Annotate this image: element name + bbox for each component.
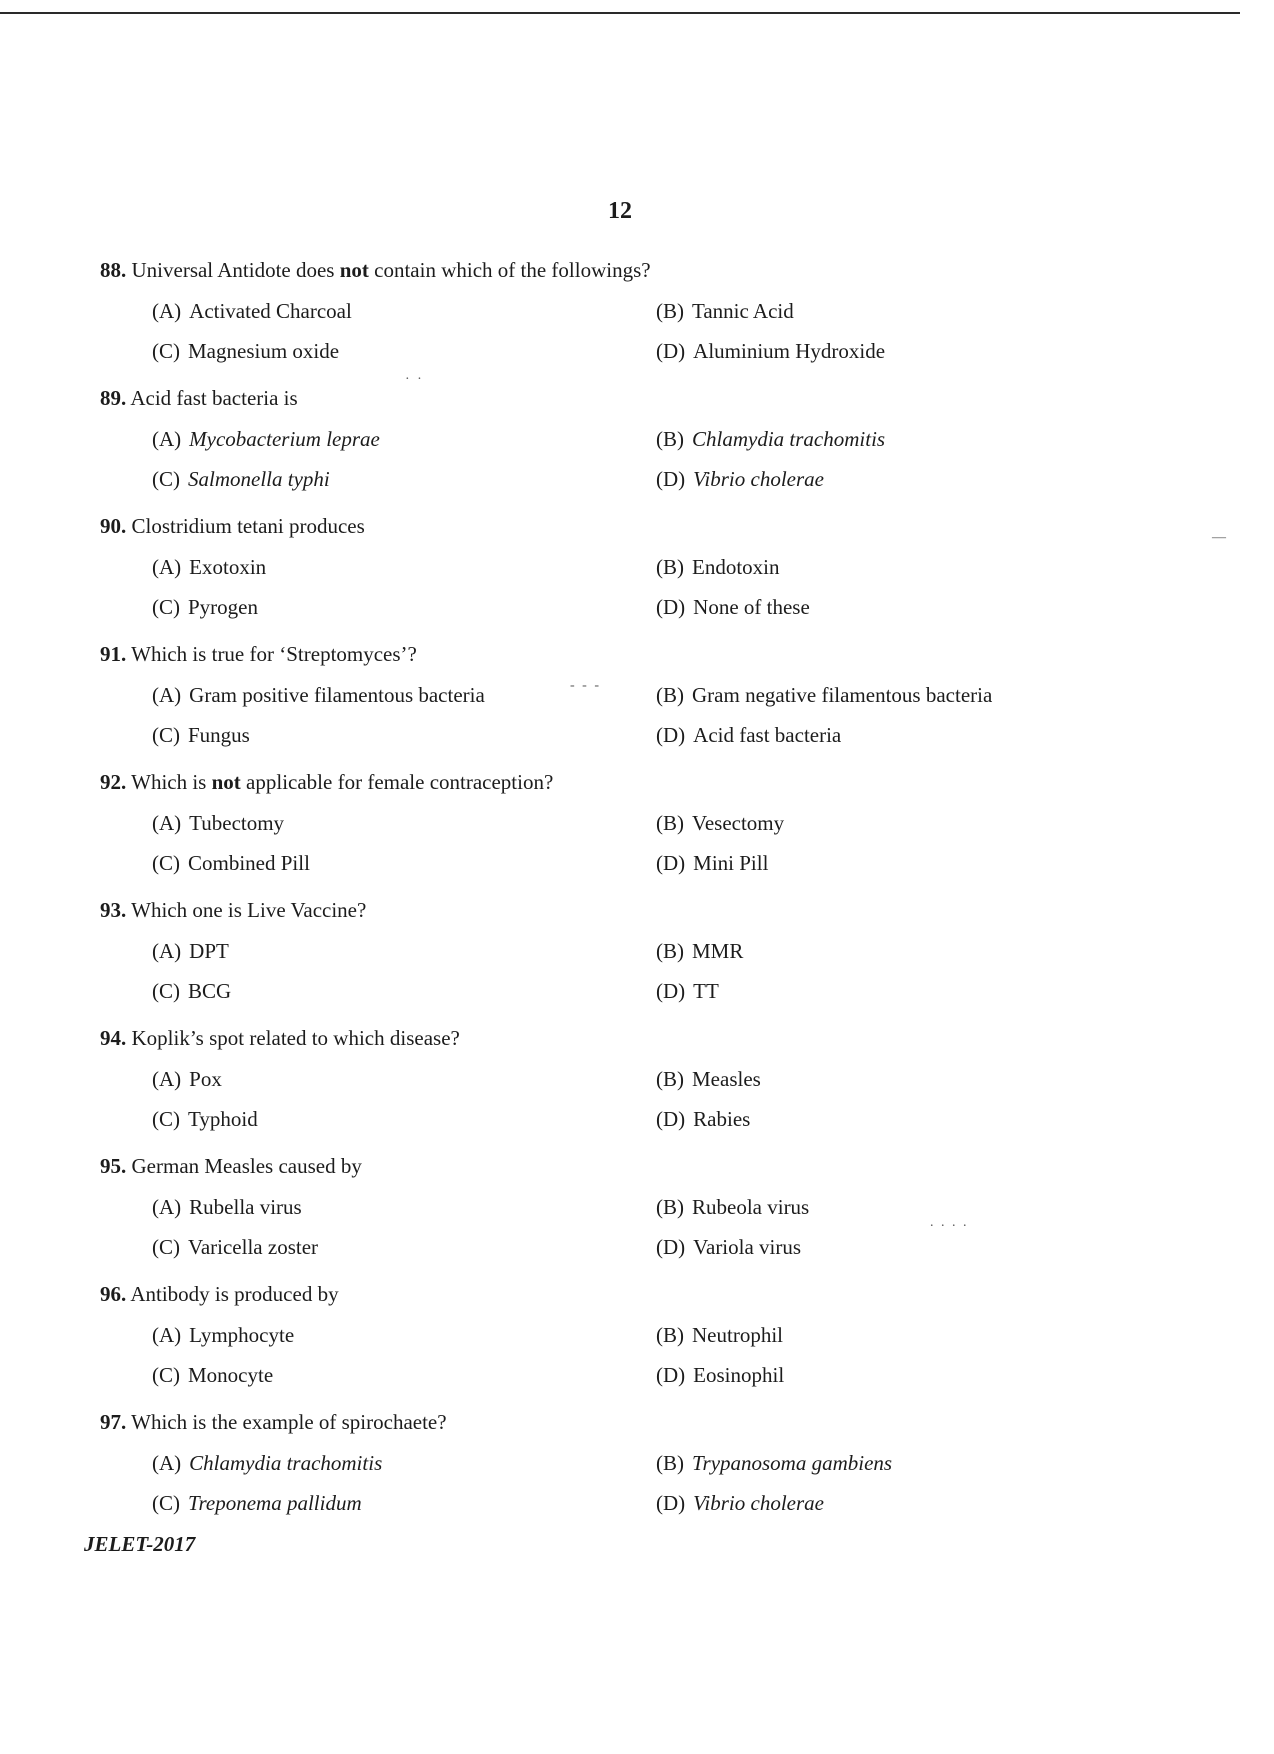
question-text: Clostridium tetani produces <box>131 514 365 538</box>
option-c <box>152 595 258 620</box>
question-number: 97. <box>100 1410 127 1434</box>
option-key: (D) <box>656 595 686 619</box>
option-b <box>656 811 784 836</box>
question-95 <box>0 1154 1274 1282</box>
option-key: (B) <box>656 811 684 835</box>
question-number: 91. <box>100 642 127 666</box>
question-number: 96. <box>100 1282 127 1306</box>
option-a <box>152 939 229 964</box>
option-c <box>152 467 330 492</box>
option-a <box>152 1451 382 1476</box>
question-stem <box>100 770 553 795</box>
question-text: Which is true for ‘Streptomyces’? <box>131 642 417 666</box>
option-text: Gram negative filamentous bacteria <box>692 683 993 707</box>
question-text: Which one is Live Vaccine? <box>131 898 367 922</box>
option-c <box>152 1491 362 1516</box>
option-d <box>656 339 885 364</box>
option-c <box>152 979 231 1004</box>
question-text: Koplik’s spot related to which disease? <box>131 1026 460 1050</box>
option-text: Tubectomy <box>189 811 285 835</box>
option-key: (A) <box>152 555 182 579</box>
option-c <box>152 1363 273 1388</box>
option-b <box>656 1195 809 1220</box>
option-c <box>152 1235 318 1260</box>
option-key: (A) <box>152 427 182 451</box>
option-b <box>656 427 885 452</box>
option-d <box>656 467 824 492</box>
option-b <box>656 1323 783 1348</box>
option-key: (A) <box>152 299 182 323</box>
option-b <box>656 555 780 580</box>
option-b <box>656 683 992 708</box>
question-91 <box>0 642 1274 770</box>
option-a <box>152 1067 222 1092</box>
scan-speck: . . . . <box>930 1215 969 1230</box>
option-key: (C) <box>152 979 180 1003</box>
scan-speck: - - - <box>570 678 601 693</box>
option-key: (B) <box>656 555 684 579</box>
option-key: (A) <box>152 1067 182 1091</box>
option-key: (B) <box>656 427 684 451</box>
question-96 <box>0 1282 1274 1410</box>
option-key: (C) <box>152 851 180 875</box>
option-d <box>656 723 841 748</box>
option-key: (D) <box>656 1107 686 1131</box>
question-stem <box>100 1026 460 1051</box>
question-text: Acid fast bacteria is <box>130 386 298 410</box>
option-b <box>656 1451 892 1476</box>
option-text: Typhoid <box>188 1107 258 1131</box>
option-text: Acid fast bacteria <box>693 723 842 747</box>
option-key: (D) <box>656 723 686 747</box>
option-text: TT <box>693 979 719 1003</box>
option-text: Tannic Acid <box>692 299 794 323</box>
option-d <box>656 595 810 620</box>
option-text: DPT <box>189 939 229 963</box>
option-key: (A) <box>152 811 182 835</box>
option-key: (C) <box>152 467 180 491</box>
option-key: (B) <box>656 1323 684 1347</box>
question-number: 93. <box>100 898 127 922</box>
option-d <box>656 851 768 876</box>
option-key: (B) <box>656 1195 684 1219</box>
option-text: Magnesium oxide <box>188 339 340 363</box>
option-text: Pyrogen <box>188 595 258 619</box>
option-text: Trypanosoma gambiens <box>692 1451 893 1475</box>
option-key: (A) <box>152 683 182 707</box>
option-text: Fungus <box>188 723 250 747</box>
question-text: German Measles caused by <box>131 1154 362 1178</box>
option-d <box>656 1363 784 1388</box>
option-text: MMR <box>692 939 744 963</box>
option-d <box>656 1235 801 1260</box>
question-number: 89. <box>100 386 127 410</box>
option-text: Vesectomy <box>692 811 785 835</box>
question-text: Antibody is produced by <box>130 1282 339 1306</box>
option-text: Vibrio cholerae <box>693 467 824 491</box>
option-a <box>152 811 284 836</box>
top-rule <box>0 12 1240 14</box>
option-key: (C) <box>152 1363 180 1387</box>
question-stem <box>100 898 366 923</box>
option-text: Salmonella typhi <box>188 467 330 491</box>
option-key: (D) <box>656 1363 686 1387</box>
question-text: Which is <box>131 770 212 794</box>
option-key: (D) <box>656 1235 686 1259</box>
option-text: Aluminium Hydroxide <box>693 339 886 363</box>
scan-speck: · · <box>405 372 424 387</box>
option-b <box>656 1067 761 1092</box>
question-list <box>0 258 1274 1538</box>
option-text: Mycobacterium leprae <box>189 427 380 451</box>
option-key: (A) <box>152 939 182 963</box>
question-88 <box>0 258 1274 386</box>
option-key: (A) <box>152 1323 182 1347</box>
option-key: (C) <box>152 723 180 747</box>
option-key: (B) <box>656 299 684 323</box>
option-text: None of these <box>693 595 810 619</box>
question-number: 88. <box>100 258 127 282</box>
question-number: 90. <box>100 514 127 538</box>
option-key: (C) <box>152 1235 180 1259</box>
option-text: Monocyte <box>188 1363 274 1387</box>
question-stem <box>100 258 651 283</box>
option-key: (B) <box>656 939 684 963</box>
option-d <box>656 1491 824 1516</box>
question-90 <box>0 514 1274 642</box>
option-text: Chlamydia trachomitis <box>692 427 886 451</box>
question-number: 92. <box>100 770 127 794</box>
question-stem <box>100 1410 447 1435</box>
question-text-rest: contain which of the followings? <box>368 258 651 282</box>
question-emphasis: not <box>339 258 369 282</box>
question-emphasis: not <box>211 770 241 794</box>
option-c <box>152 339 339 364</box>
exam-footer: JELET-2017 <box>84 1532 196 1556</box>
option-d <box>656 1107 750 1132</box>
option-key: (B) <box>656 1451 684 1475</box>
question-stem <box>100 514 365 539</box>
question-97 <box>0 1410 1274 1538</box>
option-text: Gram positive filamentous bacteria <box>189 683 485 707</box>
option-key: (D) <box>656 339 686 363</box>
question-93 <box>0 898 1274 1026</box>
question-stem <box>100 386 298 411</box>
option-c <box>152 723 250 748</box>
option-key: (C) <box>152 339 180 363</box>
option-a <box>152 1323 294 1348</box>
option-key: (A) <box>152 1195 182 1219</box>
page-number: 12 <box>608 198 632 224</box>
option-text: Combined Pill <box>188 851 310 875</box>
option-key: (C) <box>152 1491 180 1515</box>
option-text: Neutrophil <box>692 1323 783 1347</box>
question-94 <box>0 1026 1274 1154</box>
option-text: Eosinophil <box>693 1363 785 1387</box>
option-a <box>152 427 380 452</box>
option-b <box>656 299 794 324</box>
question-number: 94. <box>100 1026 127 1050</box>
question-number: 95. <box>100 1154 127 1178</box>
option-text: Vibrio cholerae <box>693 1491 824 1515</box>
option-key: (B) <box>656 683 684 707</box>
question-92 <box>0 770 1274 898</box>
option-text: Lymphocyte <box>189 1323 295 1347</box>
option-text: Rubeola virus <box>692 1195 810 1219</box>
scan-speck: — <box>1212 530 1228 545</box>
option-text: Chlamydia trachomitis <box>189 1451 383 1475</box>
option-b <box>656 939 743 964</box>
option-text: Rabies <box>693 1107 751 1131</box>
option-c <box>152 1107 258 1132</box>
option-c <box>152 851 310 876</box>
option-a <box>152 555 266 580</box>
question-89 <box>0 386 1274 514</box>
option-key: (D) <box>656 851 686 875</box>
option-text: Endotoxin <box>692 555 780 579</box>
option-text: Mini Pill <box>693 851 769 875</box>
option-d <box>656 979 719 1004</box>
question-stem <box>100 1154 362 1179</box>
option-key: (D) <box>656 1491 686 1515</box>
question-text: Which is the example of spirochaete? <box>131 1410 447 1434</box>
option-text: Variola virus <box>693 1235 802 1259</box>
question-stem <box>100 642 417 667</box>
option-text: Rubella virus <box>189 1195 302 1219</box>
option-text: Activated Charcoal <box>189 299 352 323</box>
option-a <box>152 299 352 324</box>
question-stem <box>100 1282 339 1307</box>
option-text: Pox <box>189 1067 222 1091</box>
option-text: Treponema pallidum <box>188 1491 362 1515</box>
option-key: (C) <box>152 1107 180 1131</box>
option-text: Measles <box>692 1067 761 1091</box>
option-key: (A) <box>152 1451 182 1475</box>
option-text: Varicella zoster <box>188 1235 319 1259</box>
option-key: (D) <box>656 979 686 1003</box>
option-key: (C) <box>152 595 180 619</box>
option-a <box>152 683 485 708</box>
question-text: Universal Antidote does <box>131 258 340 282</box>
question-text-rest: applicable for female contraception? <box>240 770 554 794</box>
option-text: Exotoxin <box>189 555 267 579</box>
option-key: (D) <box>656 467 686 491</box>
option-key: (B) <box>656 1067 684 1091</box>
option-text: BCG <box>188 979 232 1003</box>
option-a <box>152 1195 302 1220</box>
